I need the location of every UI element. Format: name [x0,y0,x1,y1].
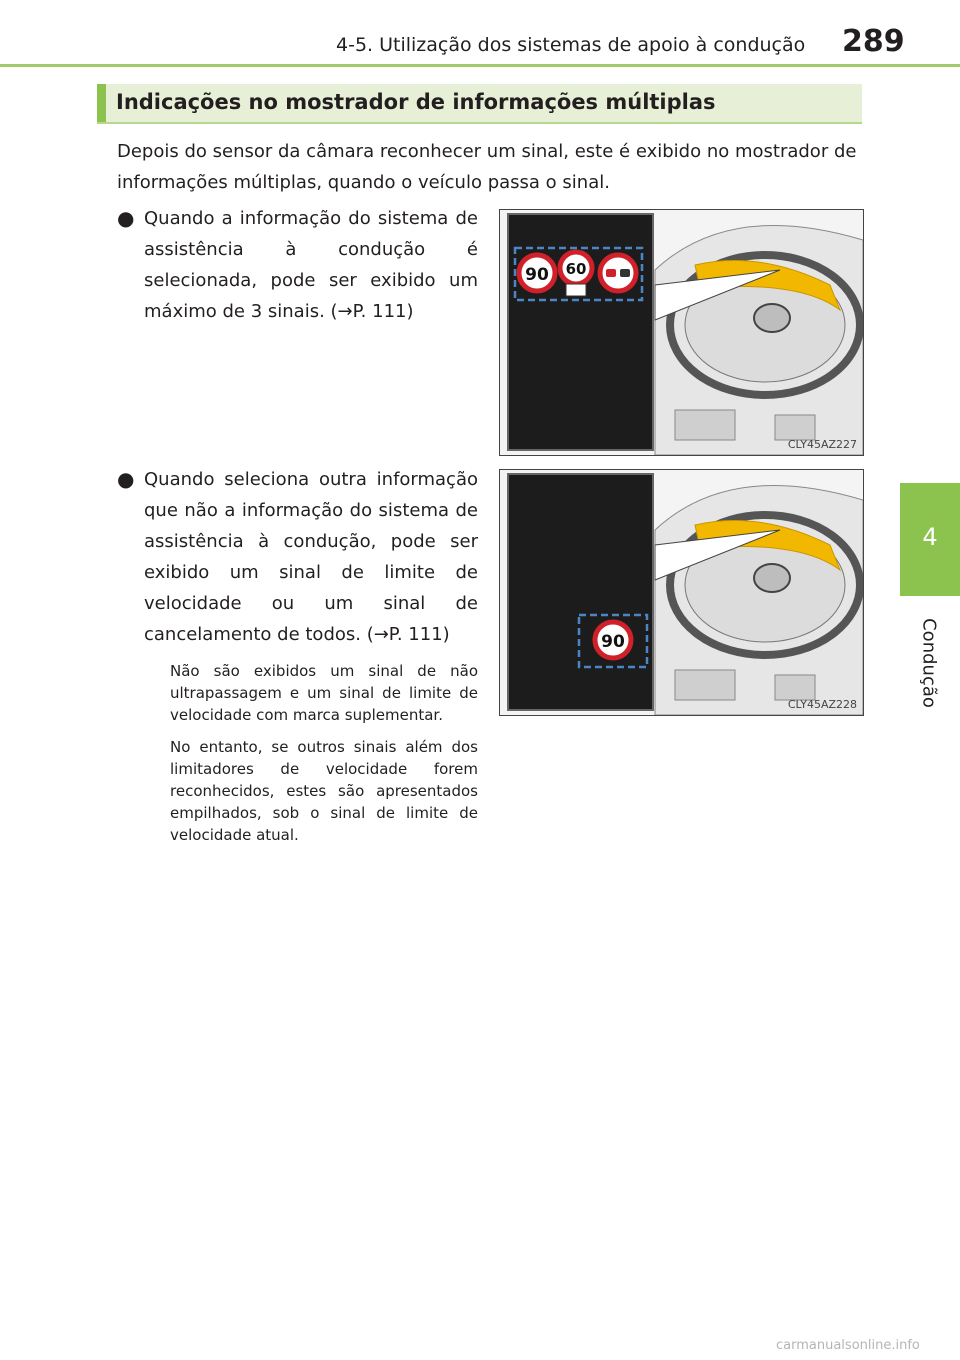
dashboard-illustration [500,470,863,715]
bullet-text: Quando a informação do sistema de assistência à condução é selecionada, pode ser exibido um máximo de 3 sinais. (→P. 111) [144,208,478,322]
sign-value: 60 [565,260,587,278]
header-rule [0,64,960,67]
sign-value: 90 [525,265,549,285]
bullet-text: Quando seleciona outra informação que não a informação do sistema de assistência à condução, pode ser exibido um sinal de limite de velocidade ou um sinal de cancelamento de todos. (→P. 111) [144,469,478,645]
sign-value: 90 [601,632,625,652]
section-title: Indicações no mostrador de informações múltiplas [116,90,716,114]
figure-dashboard-three-signs [499,209,864,456]
bullet-item [117,203,478,327]
dashboard-illustration [500,210,863,455]
speed-limit-sign-icon [595,622,631,658]
chapter-label-text: Condução [918,618,940,708]
no-overtaking-sign-icon [600,255,636,291]
note-paragraph: Não são exibidos um sinal de não ultrapassagem e um sinal de limite de velocidade com marca suplementar. [170,662,478,724]
watermark-link[interactable]: carmanualsonline.info [776,1338,920,1353]
page-number: 289 [842,24,905,59]
chapter-label [914,608,944,718]
bullet-item [117,464,478,650]
figure-dashboard-single-sign [499,469,864,716]
bullet-marker-icon: ● [117,206,135,230]
intro-paragraph: Depois do sensor da câmara reconhecer um sinal, este é exibido no mostrador de informações múltiplas, quando o veículo passa o sinal. [117,141,857,193]
chapter-number: 4 [922,523,938,551]
figure-code: CLY45AZ227 [787,438,857,451]
section-header [97,84,862,124]
speed-limit-sign-icon [519,255,555,291]
note-paragraph: No entanto, se outros sinais além dos limitadores de velocidade forem reconhecidos, estes são apresentados empilhados, sob o sinal de limite de velocidade atual. [170,738,478,844]
running-header: 4-5. Utilização dos sistemas de apoio à condução [336,34,806,56]
chapter-tab [900,483,960,596]
bullet-marker-icon: ● [117,467,135,491]
figure-code: CLY45AZ228 [787,698,857,711]
section-header-bar [97,84,106,122]
